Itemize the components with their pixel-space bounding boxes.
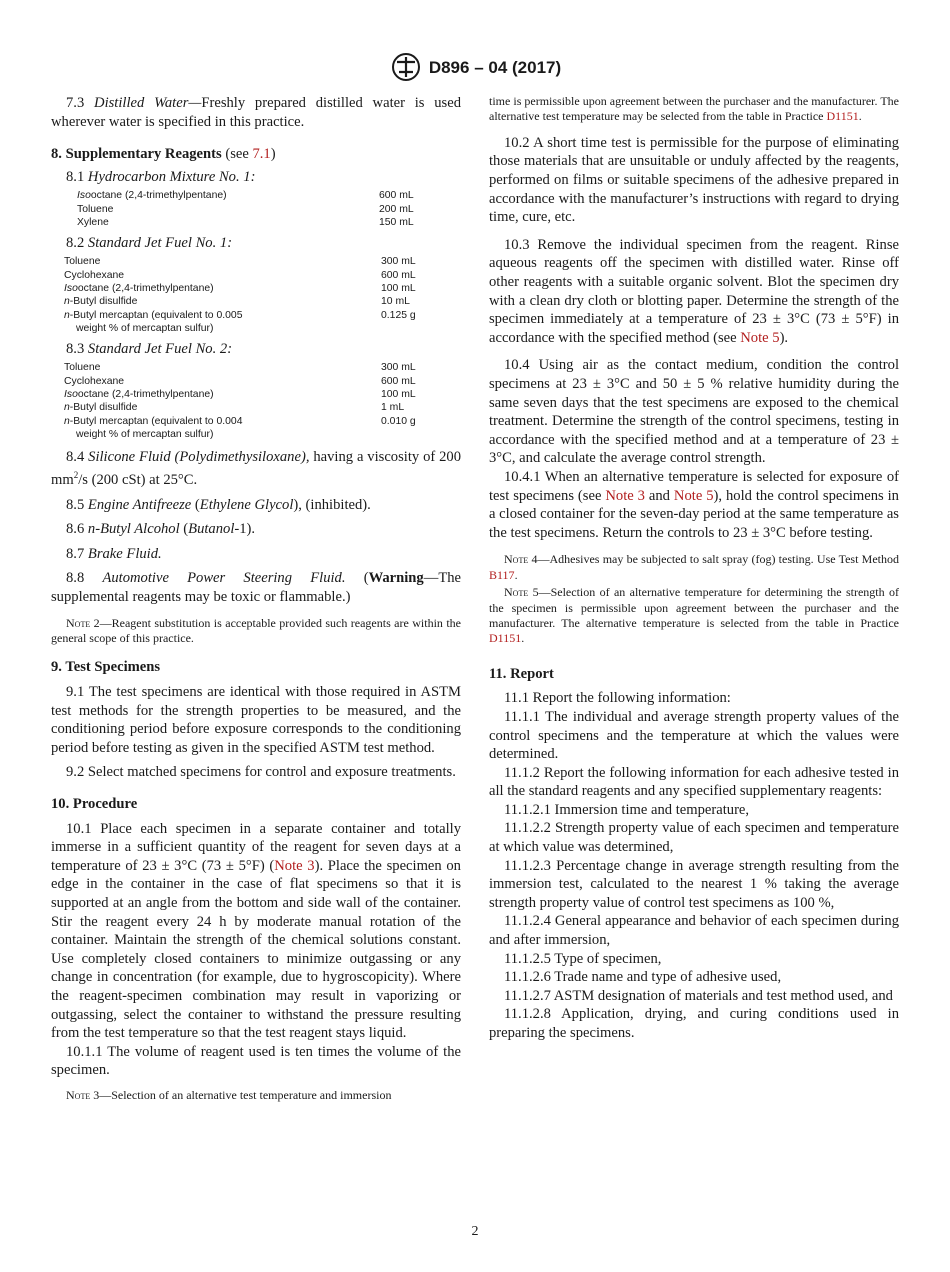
right-column	[489, 94, 899, 1043]
section-8-6: 8.6 n-Butyl Alcohol (Butanol-1).	[66, 521, 256, 538]
link-7-1[interactable]: 7.1	[252, 146, 271, 163]
list-item: 11.1.2.8 Application, drying, and curing conditions used in preparing the specimens.	[489, 1006, 900, 1041]
section-8-2: 8.2 Standard Jet Fuel No. 1:	[66, 234, 233, 251]
note-3-continued: time is permissible upon agreement between the purchaser and the manufacturer. The alternative test temperature may be selected from the table in Practice D1151.	[489, 94, 899, 124]
section-9-2: 9.2 Select matched specimens for control and exposure treatments.	[66, 764, 456, 781]
list-item: 11.1 Report the following information:	[504, 690, 731, 707]
list-item: 11.1.2.3 Percentage change in average strength resulting from the immersion test, calculated to the nearest 1 % taking the average strength property value of control test specimens as 100 %,	[489, 857, 900, 911]
table-row: Cyclohexane 600 mL	[64, 269, 416, 281]
section-9-heading: 9. Test Specimens	[51, 659, 161, 676]
reagent-table-8-3	[64, 361, 416, 441]
section-8-5: 8.5 Engine Antifreeze (Ethylene Glycol), (inhibited).	[66, 496, 371, 513]
left-column	[51, 94, 461, 1103]
section-10-1: 10.1 Place each specimen in a separate container and totally immerse in a sufficient quantity of the reagent for seven days at a temperature of 23 ± 3°C (73 ± 5°F) (Note 3). Place the specimen on edge in the container in the case of flat specimens so that it is supported at an angle from the bottom and side wall of the container. Stir the reagent every 24 h by moderate manual rotation of the container. Maintain the strength of the chemical solutions constant. Use completely closed containers to minimize outgassing or any change in concentration (for example, due to hygroscopicity). Where the reagent-specimen combination may result in vaporizing or outgassing, select the container to withstand the pressure resulting from the test temperature so that the test reagent stays liquid.	[51, 820, 461, 1042]
section-8-7: 8.7 Brake Fluid.	[66, 545, 162, 562]
section-10-1-1: 10.1.1 The volume of reagent used is ten times the volume of the specimen.	[51, 1043, 461, 1079]
page-header	[0, 52, 950, 82]
section-8-8: 8.8 Automotive Power Steering Fluid. (Warning—The supplemental reagents may be toxic or flammable.)	[51, 570, 462, 606]
section-11-heading: 11. Report	[489, 665, 554, 682]
reagent-table-8-2	[64, 255, 416, 335]
link-note-3[interactable]: Note 3	[605, 487, 645, 504]
section-8-4: 8.4 Silicone Fluid (Polydimethysiloxane), having a viscosity of 200 $mm^2/s$ (200 cSt) at 25°C.	[51, 448, 461, 489]
page-number: 2	[471, 1224, 479, 1239]
note-5: Note 5—Selection of an alternative temperature for determining the strength of the specimen is permissible upon agreement between the purchaser and the manufacturer. The alternative temperature is selected from the table in Practice D1151.	[489, 585, 899, 646]
list-item: 11.1.1 The individual and average strength property values of the control specimens and the temperature at which the values were determined.	[489, 708, 900, 763]
table-row: n-Butyl mercaptan (equivalent to 0.004 0.010 g	[64, 415, 416, 427]
list-item: 11.1.2 Report the following information for each adhesive tested in all the standard reagents and any specified supplementary reagents:	[489, 764, 899, 800]
list-item: 11.1.2.2 Strength property value of each specimen and temperature at which value was determined,	[489, 820, 899, 856]
list-item: 11.1.2.7 ASTM designation of materials and test method used, and	[504, 987, 893, 1004]
table-row: Toluene 200 mL	[77, 203, 414, 215]
table-row: weight % of mercaptan sulfur)	[76, 429, 214, 441]
table-row: Cyclohexane 600 mL	[64, 375, 416, 387]
link-d1151[interactable]: D1151	[826, 109, 859, 124]
section-10-4: 10.4 Using air as the contact medium, condition the control specimens at 23 ± 3°C and 50 ± 5 % relative humidity during the same seven days that the test specimens are exposed to the chemical treatment. Determine the strength of the control specimens, testing in accordance with the specified method and at a temperature of 23 ± 3°C, and calculate the average control strength.	[489, 357, 899, 467]
section-10-heading: 10. Procedure	[51, 796, 138, 813]
table-row: Isooctane (2,4-trimethylpentane) 100 mL	[64, 389, 416, 401]
list-item: 11.1.2.4 General appearance and behavior of each specimen during and after immersion,	[489, 913, 899, 949]
table-row: n-Butyl disulfide 10 mL	[64, 296, 410, 308]
table-row: n-Butyl disulfide 1 mL	[64, 402, 405, 414]
table-row: Isooctane (2,4-trimethylpentane) 600 mL	[77, 190, 414, 202]
table-row: Isooctane (2,4-trimethylpentane) 100 mL	[64, 283, 416, 294]
link-d1151[interactable]: D1151	[489, 631, 522, 646]
section-8-heading: 8. Supplementary Reagents (see 7.1)	[51, 146, 276, 163]
section-10-3: 10.3 Remove the individual specimen from the reagent. Rinse aqueous reagents off the specimen with distilled water. Rinse off other reagents with a suitable organic solvent. Blot the specimen dry with a clean dry cloth or blotting paper. Determine the strength of the specimen immediately at a temperature of 23 ± 3°C (73 ± 5°F) in accordance with the specified method (see Note 5).	[489, 236, 899, 346]
list-item: 11.1.2.5 Type of specimen,	[504, 950, 662, 967]
table-row: Toluene 300 mL	[64, 362, 416, 374]
document-designation: D896 – 04 (2017)	[428, 58, 562, 77]
link-note-3[interactable]: Note 3	[274, 857, 315, 874]
link-note-5[interactable]: Note 5	[740, 329, 780, 346]
note-4: Note 4—Adhesives may be subjected to salt spray (fog) testing. Use Test Method B117.	[489, 552, 900, 582]
list-item: 11.1.2.6 Trade name and type of adhesive used,	[504, 969, 782, 986]
link-note-5[interactable]: Note 5	[673, 487, 714, 504]
section-7-3: 7.3 Distilled Water—Freshly prepared distilled water is used wherever water is specified in this practice.	[51, 95, 461, 130]
section-10-2: 10.2 A short time test is permissible for the purpose of eliminating those materials that are unsuitable or unduly affected by the reagents, performed on films or suitable specimens of the adhesive prepared in accordance with the manufacturer’s instructions with regard to drying time, cure, etc.	[489, 134, 900, 226]
table-row: Xylene 150 mL	[77, 217, 414, 229]
reagent-table-8-1	[77, 189, 414, 229]
table-row: Toluene 300 mL	[64, 256, 416, 268]
section-9-1: 9.1 The test specimens are identical with those required in ASTM test methods for the strength properties to be measured, and the conditioning period before exposure corresponds to the conditioning period before testing as given in the specified ASTM test method.	[51, 684, 462, 756]
table-row: n-Butyl mercaptan (equivalent to 0.005 0.125 g	[64, 309, 416, 321]
table-row: weight % of mercaptan sulfur)	[76, 323, 214, 335]
section-8-3: 8.3 Standard Jet Fuel No. 2:	[66, 340, 233, 357]
note-3: Note 3—Selection of an alternative test temperature and immersion	[66, 1087, 392, 1102]
astm-logo-icon	[389, 52, 423, 82]
section-10-4-1: 10.4.1 When an alternative temperature is selected for exposure of test specimens (see Note 3 and Note 5), hold the control specimens in a closed container for the seven-day period at the same temperature as the test specimens. Return the controls to 23 ± 3°C before testing.	[489, 468, 899, 541]
list-item: 11.1.2.1 Immersion time and temperature,	[504, 801, 750, 818]
link-b117[interactable]: B117	[489, 567, 515, 582]
note-2: Note 2—Reagent substitution is acceptable provided such reagents are within the general scope of this practice.	[51, 615, 461, 646]
section-8-1: 8.1 Hydrocarbon Mixture No. 1:	[66, 168, 256, 185]
